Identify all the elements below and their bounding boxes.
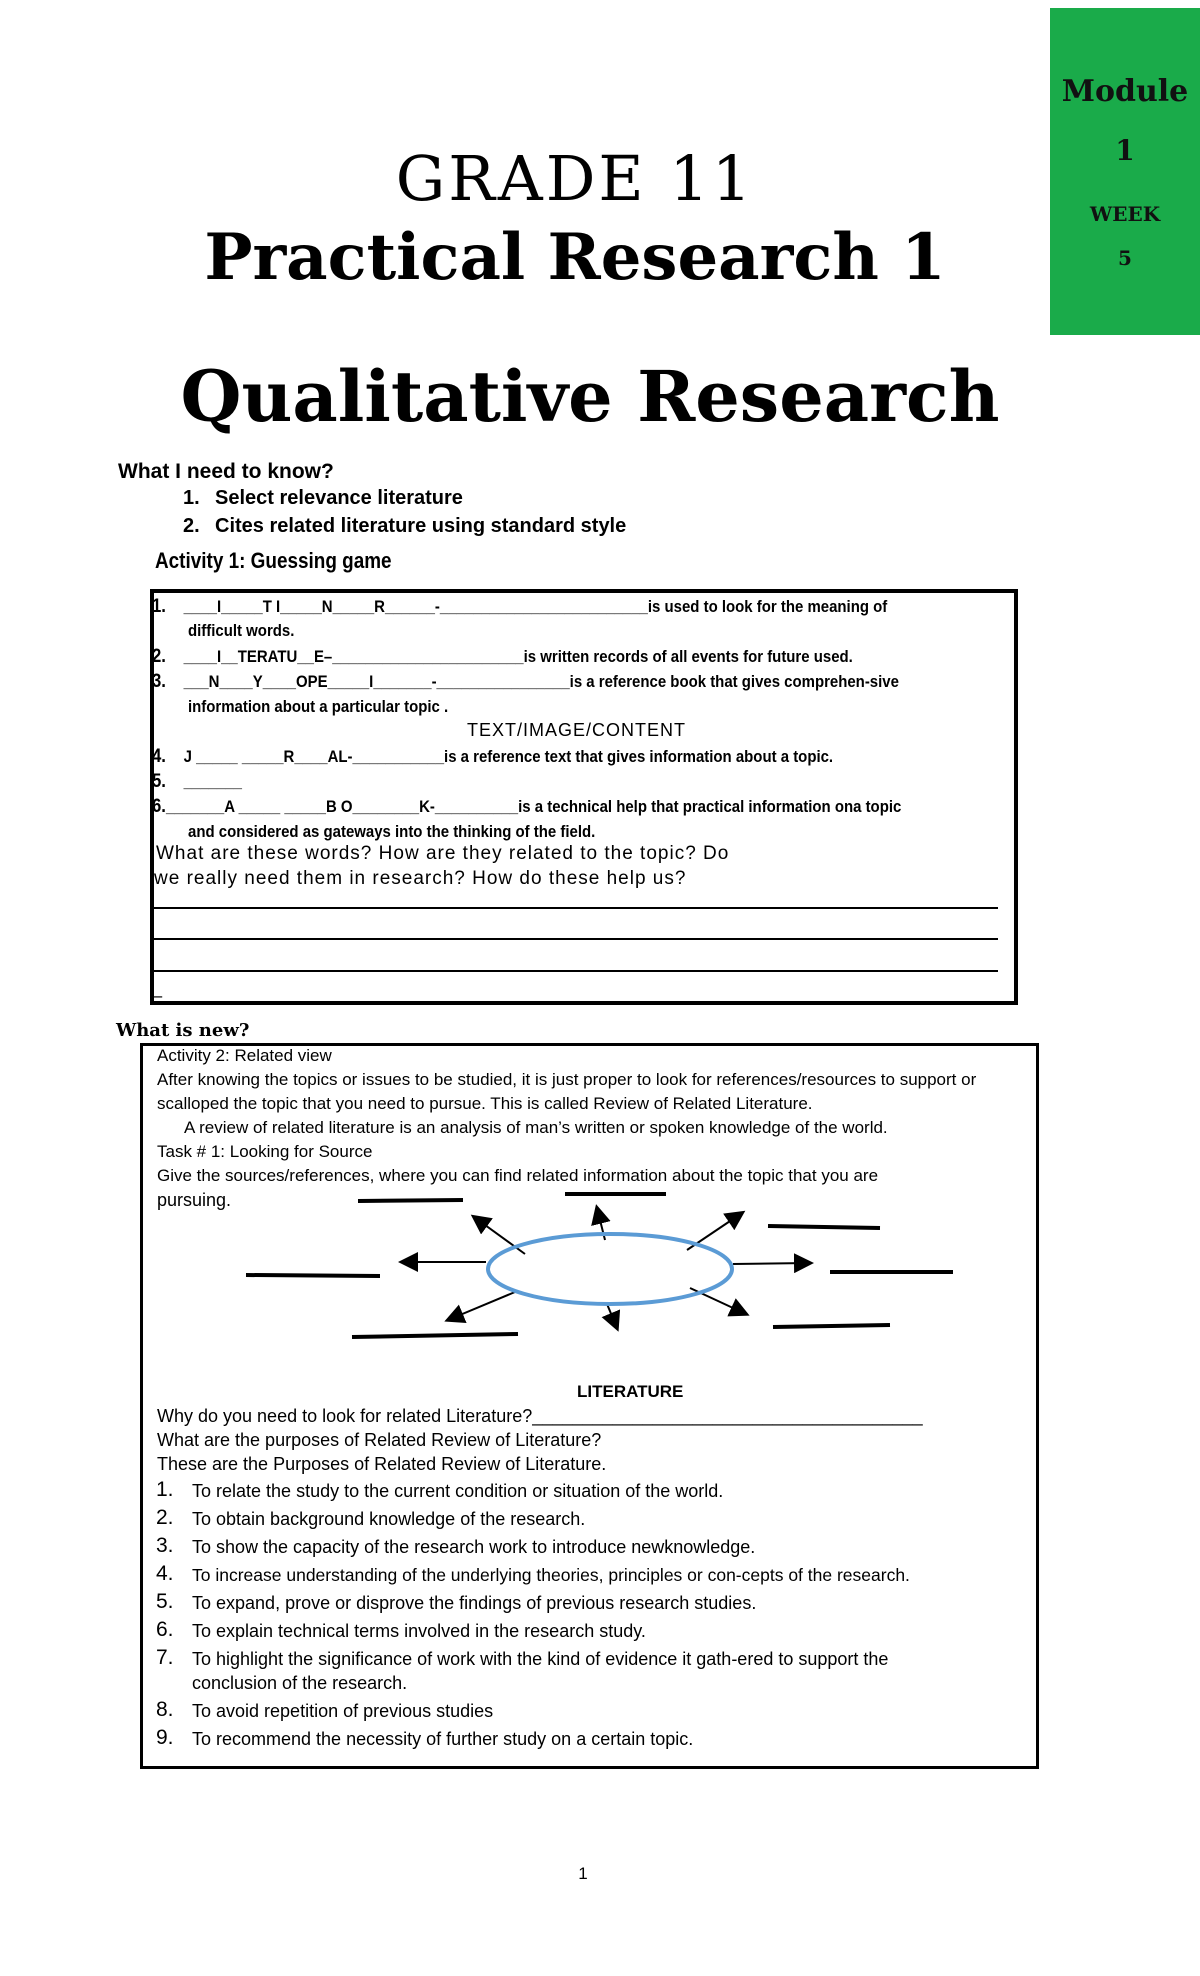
purpose-number: 5. [156, 1590, 174, 1613]
literature-label: LITERATURE [577, 1382, 684, 1401]
blank-line [773, 1325, 890, 1327]
grade-title: GRADE 11 [395, 142, 755, 215]
guess-text: _______ [183, 772, 242, 791]
reflection-question-1: What are these words? How are they related to the topic? Do [156, 843, 730, 864]
purpose-text: To increase understanding of the underlying theories, principles or con-cepts of the research. [192, 1565, 910, 1585]
literature-ellipse [488, 1234, 732, 1304]
guess-text: ____I_____T I_____N_____R______-_________________________is used to look for the meaning of [183, 597, 888, 616]
arrow [607, 1304, 617, 1328]
purpose-item [156, 1726, 694, 1750]
purpose-number: 1. [156, 1478, 174, 1501]
purpose-number: 7. [156, 1646, 174, 1669]
topic-title: Qualitative Research [180, 355, 1000, 438]
course-title: Practical Research 1 [204, 220, 946, 295]
reflection-question-2: we really need them in research? How do these help us? [154, 868, 687, 889]
blank-line [358, 1200, 463, 1201]
purpose-text: To expand, prove or disprove the findings of previous research studies. [192, 1593, 757, 1613]
objective-number: 2. [183, 515, 200, 537]
task-instruction: pursuing. [157, 1190, 232, 1210]
guess-text: ____I__TERATU__E–_______________________is written records of all events for future used. [183, 647, 853, 666]
what-is-new-heading: What is new? [116, 1020, 250, 1041]
purpose-item [156, 1590, 757, 1614]
purpose-item [156, 1562, 910, 1586]
guess-text: _______A _____ _____B O________K-__________is a technical help that practical information ona topic [165, 797, 902, 816]
guess-number: 2. [152, 646, 166, 667]
activity1-title: Activity 1: Guessing game [155, 548, 392, 573]
objective-text: Select relevance literature [215, 487, 463, 509]
purpose-item-cont: conclusion of the research. [192, 1673, 408, 1693]
guess-number: 3. [152, 671, 166, 692]
purpose-item [156, 1698, 494, 1722]
purpose-item [156, 1618, 646, 1642]
week-number: 5 [1118, 246, 1132, 270]
purpose-text: To obtain background knowledge of the research. [192, 1509, 586, 1529]
purpose-number: 3. [156, 1534, 174, 1557]
blank-line [246, 1275, 380, 1276]
purposes-intro: These are the Purposes of Related Review of Literature. [157, 1454, 607, 1474]
arrow [448, 1292, 515, 1320]
question-why: Why do you need to look for related Literature?_______________________________________ [157, 1406, 923, 1426]
purpose-text: To explain technical terms involved in the research study. [192, 1621, 646, 1641]
purpose-text: To recommend the necessity of further study on a certain topic. [192, 1729, 694, 1749]
guess-number: 5. [152, 771, 166, 792]
blank-line [352, 1334, 518, 1337]
purpose-text: To highlight the significance of work with the kind of evidence it gath-ered to support the [192, 1649, 889, 1669]
activity2-paragraph: scalloped the topic that you need to pursue. This is called Review of Related Literature. [157, 1094, 813, 1113]
guess-item-1-cont: difficult words. [188, 621, 295, 640]
purpose-number: 6. [156, 1618, 174, 1641]
guess-item-6-cont: and considered as gateways into the thinking of the field. [188, 822, 596, 841]
objective-text: Cites related literature using standard style [215, 515, 627, 537]
arrow [474, 1217, 525, 1254]
web-arrows [402, 1208, 810, 1328]
purpose-text: To avoid repetition of previous studies [192, 1701, 494, 1721]
guess-item-3-cont: information about a particular topic . [188, 697, 449, 716]
arrow [733, 1263, 810, 1264]
guess-number: 1. [152, 596, 166, 617]
page-number: 1 [578, 1864, 588, 1883]
guess-number: 4. [152, 746, 166, 767]
blank-line [768, 1226, 880, 1228]
purpose-number: 8. [156, 1698, 174, 1721]
objective-number: 1. [183, 487, 200, 509]
purpose-text: To relate the study to the current condition or situation of the world. [192, 1481, 724, 1501]
purpose-number: 4. [156, 1562, 174, 1585]
purpose-item [156, 1506, 586, 1530]
answer-mark: _ [152, 978, 163, 998]
module-label: Module [1061, 74, 1189, 109]
need-to-know-heading: What I need to know? [118, 460, 334, 483]
guess-text: J _____ _____R____AL-___________is a reference text that gives information about a topic. [183, 747, 834, 766]
purpose-item [156, 1534, 756, 1558]
guess-number: 6. [152, 796, 166, 817]
task-instruction: Give the sources/references, where you can find related information about the topic that you are [157, 1166, 879, 1185]
activity2-definition: A review of related literature is an analysis of man’s written or spoken knowledge of the world. [184, 1118, 888, 1137]
task-title: Task # 1: Looking for Source [157, 1142, 373, 1161]
purpose-number: 9. [156, 1726, 174, 1749]
module-number: 1 [1115, 134, 1135, 167]
placeholder-text: TEXT/IMAGE/CONTENT [467, 720, 687, 740]
purpose-item [156, 1646, 889, 1670]
purpose-text: To show the capacity of the research work to introduce newknowledge. [192, 1537, 756, 1557]
week-label: WEEK [1089, 202, 1161, 226]
purpose-number: 2. [156, 1506, 174, 1529]
activity2-title: Activity 2: Related view [157, 1046, 332, 1065]
question-purposes: What are the purposes of Related Review of Literature? [157, 1430, 602, 1450]
purpose-item [156, 1478, 724, 1502]
guess-text: ___N____Y____OPE_____I_______-________________is a reference book that gives comprehen-sive [183, 672, 899, 691]
activity2-paragraph: After knowing the topics or issues to be studied, it is just proper to look for references/resources to support or [157, 1070, 977, 1089]
